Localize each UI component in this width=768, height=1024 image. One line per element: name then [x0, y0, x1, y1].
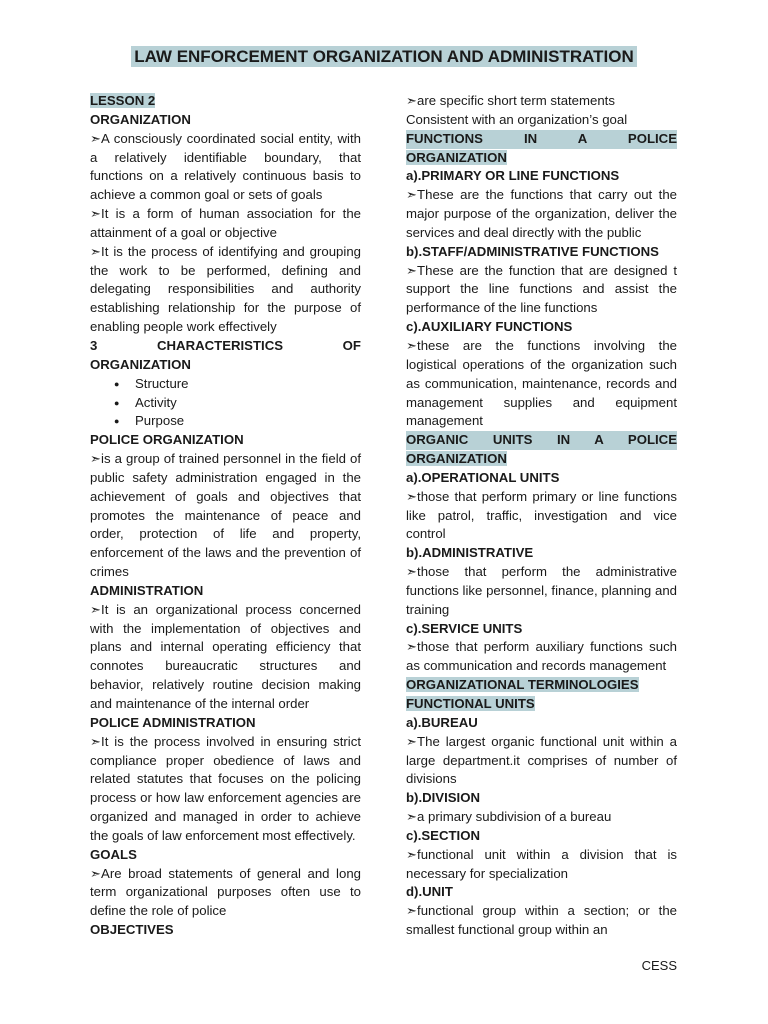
goals-heading: GOALS — [90, 846, 137, 862]
functions-heading-cont — [406, 149, 677, 168]
organic-units-heading-cont — [406, 450, 677, 469]
service-units-definition: ➣those that perform auxiliary functions such as communication and records management — [406, 639, 677, 674]
division-heading: b).DIVISION — [406, 790, 480, 806]
auxiliary-functions-definition: ➣these are the functions involving the logistical operations of the organization such as communication, maintenance, records and management supplies and equipment management — [406, 337, 677, 429]
document-title — [0, 46, 768, 68]
document-title-text: LAW ENFORCEMENT ORGANIZATION AND ADMINISTRATION — [131, 46, 637, 67]
organic-units-heading-cont-text: ORGANIZATION — [406, 451, 507, 467]
service-units-heading: c).SERVICE UNITS — [406, 620, 523, 636]
characteristics-heading: 3 CHARACTERISTICS OF — [90, 337, 361, 353]
staff-functions-heading: b).STAFF/ADMINISTRATIVE FUNCTIONS — [406, 243, 659, 259]
police-organization-heading: POLICE ORGANIZATION — [90, 432, 244, 448]
staff-functions-definition: ➣These are the function that are designed t support the line functions and assist the performance of the line functions — [406, 262, 677, 316]
organic-units-heading: ORGANIC UNITS IN A POLICE — [406, 431, 677, 450]
right-column — [406, 92, 677, 940]
list-item: ● Purpose — [135, 412, 361, 431]
administration-heading: ADMINISTRATION — [90, 582, 204, 598]
administrative-units-definition: ➣those that perform the administrative functions like personnel, finance, planning and training — [406, 564, 677, 617]
primary-functions-definition: ➣These are the functions that carry out the major purpose of the organization, deliver the services and deal directly with the public — [406, 187, 677, 240]
operational-units-heading: a).OPERATIONAL UNITS — [406, 469, 560, 485]
list-item: ● Structure — [135, 375, 361, 394]
functions-heading: FUNCTIONS IN A POLICE — [406, 130, 677, 149]
section-definition: ➣functional unit within a division that is necessary for specialization — [406, 846, 677, 881]
organization-definition-1: ➣A consciously coordinated social entity, with a relatively identifiable boundary, that functions on a relatively continuous basis to achieve a common goal or sets of goals — [90, 130, 361, 203]
characteristics-heading-cont: ORGANIZATION — [90, 356, 191, 372]
bureau-definition: ➣The largest organic functional unit within a large department.it comprises of number of divisions — [406, 733, 677, 787]
police-administration-heading: POLICE ADMINISTRATION — [90, 714, 256, 730]
characteristics-list — [90, 375, 361, 432]
objectives-definition-2: Consistent with an organization’s goal — [406, 111, 628, 127]
functional-units-heading-text: FUNCTIONAL UNITS — [406, 696, 535, 711]
primary-functions-heading: a).PRIMARY OR LINE FUNCTIONS — [406, 168, 620, 184]
terminologies-heading — [406, 676, 677, 695]
division-definition: ➣a primary subdivision of a bureau — [406, 809, 612, 825]
lesson-label: LESSON 2 — [90, 93, 156, 108]
list-item: ● Activity — [135, 394, 361, 413]
unit-heading: d).UNIT — [406, 884, 453, 900]
functions-heading-cont-text: ORGANIZATION — [406, 149, 507, 165]
footer-author: CESS — [641, 958, 677, 973]
unit-definition: ➣functional group within a section; or the smallest functional group within an — [406, 903, 677, 938]
organization-definition-2: ➣It is a form of human association for the attainment of a goal or objective — [90, 206, 361, 240]
police-organization-definition: ➣is a group of trained personnel in the field of public safety administration engaged in the achievement of goals and objectives that promotes the maintenance of peace and order, protection of life and property, enforcement of the laws and the prevention of crimes — [90, 451, 361, 580]
bureau-heading: a).BUREAU — [406, 714, 478, 730]
objectives-heading: OBJECTIVES — [90, 922, 174, 938]
operational-units-definition: ➣those that perform primary or line functions like patrol, traffic, investigation and vice control — [406, 488, 677, 542]
terminologies-heading-text: ORGANIZATIONAL TERMINOLOGIES — [406, 677, 639, 693]
auxiliary-functions-heading: c).AUXILIARY FUNCTIONS — [406, 319, 573, 335]
administrative-units-heading: b).ADMINISTRATIVE — [406, 545, 534, 561]
organization-heading: ORGANIZATION — [90, 111, 191, 127]
section-heading: c).SECTION — [406, 827, 481, 843]
lesson-heading — [90, 92, 361, 111]
left-column — [90, 92, 361, 940]
objectives-definition-1: ➣are specific short term statements — [406, 93, 615, 108]
organization-definition-3: ➣It is the process of identifying and grouping the work to be performed, defining and delegating responsibilities and authority establishing relationship for the purpose of enabling people work effectively — [90, 243, 361, 335]
goals-definition: ➣Are broad statements of general and long term organizational purposes often use to define the role of police — [90, 865, 361, 919]
functional-units-heading — [406, 695, 677, 714]
administration-definition: ➣It is an organizational process concerned with the implementation of objectives and plans and internal operating efficiency that connotes bureaucratic structures and behavior, relatively routine decision making and maintenance of the internal order — [90, 601, 361, 711]
police-administration-definition: ➣It is the process involved in ensuring strict compliance proper obedience of laws and related statutes that focuses on the policing process or how law enforcement agencies are organized and managed in order to achieve the goals of law enforcement most effectively. — [90, 733, 361, 843]
